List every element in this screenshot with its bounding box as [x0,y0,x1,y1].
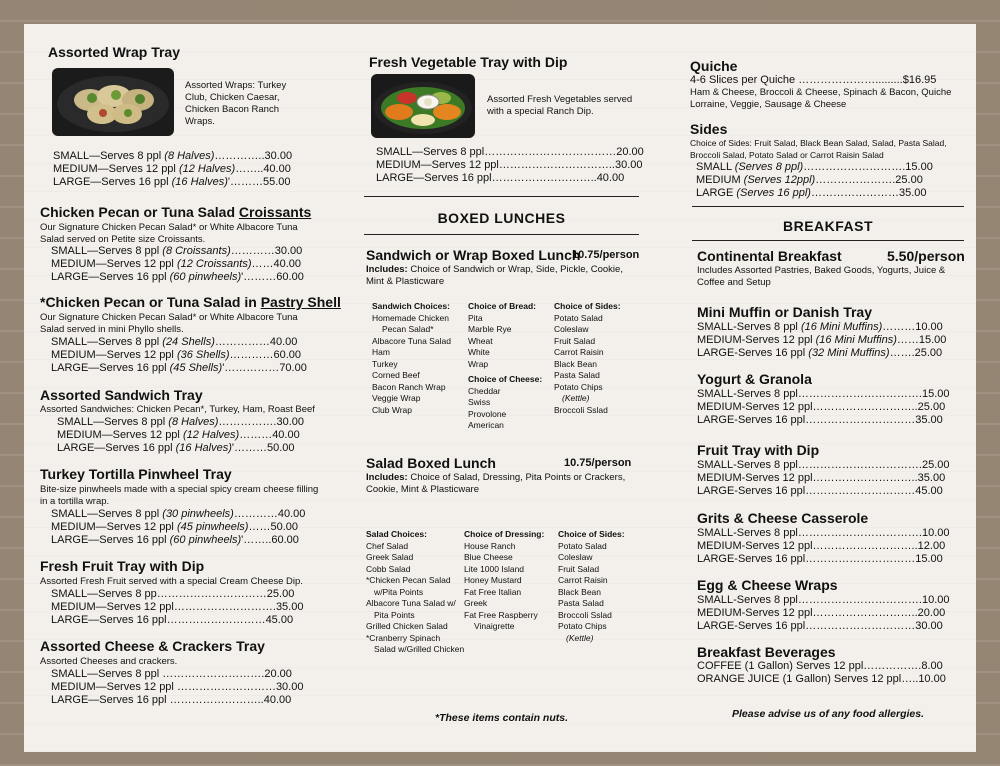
fruit-dip-tray-description: Assorted Fresh Fruit served with a special Cream Cheese Dip. [40,576,303,587]
croissant-title: Chicken Pecan or Tuna Salad Croissants [40,204,312,220]
beverages-prices [697,660,946,686]
egg-wraps-title: Egg & Cheese Wraps [697,577,838,593]
nuts-footnote: *These items contain nuts. [434,712,569,724]
quiche-description: Ham & Cheese, Broccoli & Cheese, Spinach & Bacon, Quiche Lorraine, Veggie, Sausage & Cheese [690,87,952,110]
divider [364,234,639,235]
fruit-tray-prices [697,459,949,498]
price-row: SMALL—Serves 8 ppl (8 Halves)…………..30.00 [53,150,293,162]
price-row: LARGE—Serves 16 ppl………………………45.00 [51,614,294,626]
wrap-tray-title: Assorted Wrap Tray [48,44,181,60]
egg-wraps-prices [697,594,949,633]
pinwheel-tray-title: Turkey Tortilla Pinwheel Tray [40,466,232,482]
price-row: SMALL-Serves 8 ppl…………………………….10.00 [697,594,950,606]
continental-price: 5.50/person [887,248,965,264]
price-row: MEDIUM—Serves 12 ppl (45 pinwheels)……50.00 [51,521,299,533]
salad-sides-list: Choice of Sides: Potato Salad Coleslaw Fruit Salad Carrot Raisin Black Bean Pasta Salad Broccoli Sslad Potato Chips (Kettle) [558,529,625,643]
cheese-tray-description: Assorted Cheeses and crackers. [40,656,178,667]
veg-tray-photo [371,74,475,138]
price-row: MEDIUM—Serves 12 ppl ………………………30.00 [51,681,304,693]
sandwich-tray-prices [57,416,304,455]
price-row: LARGE (Serves 16 ppl)……………………35.00 [696,187,927,199]
fruit-dip-tray-title: Fresh Fruit Tray with Dip [40,558,205,574]
price-row: SMALL—Serves 8 ppl (24 Shells)……………40.00 [51,336,298,348]
fruit-dip-tray-prices [51,588,303,627]
continental-title: Continental Breakfast [697,248,842,264]
divider [692,240,964,241]
sandwich-box-price: 10.75/person [572,249,640,261]
price-row: SMALL-Serves 8 ppl…………………………….25.00 [697,459,950,471]
price-row: SMALL—Serves 8 ppl ……………………….20.00 [51,668,292,680]
price-row: SMALL—Serves 8 pp…………………………25.00 [51,588,295,600]
price-row: MEDIUM (Serves 12ppl)………………….25.00 [696,174,923,186]
price-row: LARGE—Serves 16 ppl (16 Halves)'………50.00 [57,442,295,454]
price-row: LARGE—Serves 16 ppl (60 pinwheels)'……..60.00 [51,534,299,546]
price-row: SMALL—Serves 8 ppl (8 Croissants)…………30.00 [51,245,303,257]
price-row: MEDIUM-Serves 12 ppl………………………..35.00 [697,472,946,484]
sides-prices [696,161,933,200]
price-row: LARGE—Serves 16 ppl………………………..40.00 [376,172,625,184]
pinwheel-tray-prices [51,508,305,547]
veg-tray-title: Fresh Vegetable Tray with Dip [369,54,568,70]
price-row: SMALL—Serves 8 ppl………………………………20.00 [376,146,644,158]
cheese-tray-prices [51,668,303,707]
price-row: SMALL—Serves 8 ppl (8 Halves)…………….30.00 [57,416,304,428]
sides-description: Choice of Sides: Fruit Salad, Black Bean Salad, Salad, Pasta Salad, Broccoli Salad, Potato Salad or Carrot Raisin Salad [690,138,947,160]
croissant-description: Our Signature Chicken Pecan Salad* or White Albacore Tuna Salad served on Petite size Croissants. [40,222,298,245]
pastry-shell-prices [51,336,307,375]
price-row: LARGE-Serves 16 ppl…………………………35.00 [697,414,943,426]
salad-choices-list: Salad Choices: Chef Salad Greek Salad Cobb Salad *Chicken Pecan Salad w/Pita Points Albacore Tuna Salad w/ Pita Points Grilled Chicken Salad *Cranberry Spinach Salad w/Grilled Chicken [366,529,465,654]
sandwich-tray-title: Assorted Sandwich Tray [40,387,203,403]
yogurt-prices [697,388,949,427]
allergy-notice: Please advise us of any food allergies. [732,708,924,720]
wrap-tray-prices [53,150,292,189]
yogurt-title: Yogurt & Granola [697,371,812,387]
price-row: SMALL-Serves 8 ppl (16 Mini Muffins)………10.00 [697,321,943,333]
menu-sheet [24,24,976,752]
dressing-choices-list: Choice of Dressing: House Ranch Blue Cheese Lite 1000 Island Honey Mustard Fat Free Italian Greek Fat Free Raspberry Vinaigrette [464,529,545,631]
salad-box-includes: Includes: Choice of Salad, Dressing, Pita Points or Crackers, Cookie, Mint & Plasticware [366,472,626,495]
price-row: MEDIUM—Serves 12 ppl (12 Croissants)……40.00 [51,258,302,270]
sandwich-box-title: Sandwich or Wrap Boxed Lunch [366,247,581,263]
sandwich-box-includes: Includes: Choice of Sandwich or Wrap, Side, Pickle, Cookie, Mint & Plasticware [366,264,623,287]
bread-choices-list: Choice of Bread: Pita Marble Rye Wheat White Wrap Choice of Cheese: Cheddar Swiss Provolone American [468,301,543,430]
price-row: MEDIUM-Serves 12 ppl………………………..12.00 [697,540,946,552]
salad-box-title: Salad Boxed Lunch [366,455,496,471]
continental-description: Includes Assorted Pastries, Baked Goods, Yogurts, Juice & Coffee and Setup [697,265,946,288]
price-row: SMALL (Serves 8 ppl)……………………….15.00 [696,161,933,173]
divider [364,196,639,197]
price-row: LARGE-Serves 16 ppl…………………………30.00 [697,620,943,632]
beverages-title: Breakfast Beverages [697,644,836,660]
muffin-tray-prices [697,321,946,360]
price-row: MEDIUM-Serves 12 ppl (16 Mini Muffins)……15.00 [697,334,947,346]
price-row: LARGE-Serves 16 ppl…………………………15.00 [697,553,943,565]
price-row: LARGE—Serves 16 ppl ……………………..40.00 [51,694,292,706]
price-row: MEDIUM—Serves 12 ppl (36 Shells)…………60.00 [51,349,302,361]
price-row: LARGE—Serves 16 ppl (16 Halves)'………55.00 [53,176,291,188]
veg-tray-prices [376,146,644,185]
price-row: SMALL—Serves 8 ppl (30 pinwheels)…………40.00 [51,508,306,520]
wrap-tray-photo [52,68,174,136]
price-row: SMALL-Serves 8 ppl…………………………….15.00 [697,388,950,400]
sandwich-choices-list: Sandwich Choices: Homemade Chicken Pecan Salad* Albacore Tuna Salad Ham Turkey Corned Beef Bacon Ranch Wrap Veggie Wrap Club Wrap [372,301,451,415]
croissant-prices [51,245,304,284]
price-row: MEDIUM-Serves 12 ppl………………………..25.00 [697,401,946,413]
boxed-lunches-heading: BOXED LUNCHES [437,210,566,226]
veg-tray-description: Assorted Fresh Vegetables served with a special Ranch Dip. [487,94,633,117]
price-row: LARGE—Serves 16 ppl (45 Shells)'……………70.00 [51,362,307,374]
price-row: MEDIUM-Serves 12 ppl………………………..20.00 [697,607,946,619]
sandwich-tray-description: Assorted Sandwiches: Chicken Pecan*, Turkey, Ham, Roast Beef [40,404,315,415]
wrap-tray-description: Assorted Wraps: Turkey Club, Chicken Caesar, Chicken Bacon Ranch Wraps. [185,80,287,127]
divider [692,206,964,207]
price-row: MEDIUM—Serves 12 ppl……………………….35.00 [51,601,304,613]
pastry-shell-title: *Chicken Pecan or Tuna Salad in Pastry Shell [40,294,341,310]
price-row: MEDIUM—Serves 12 ppl…………………………..30.00 [376,159,643,171]
sandwich-sides-list: Choice of Sides: Potato Salad Coleslaw Fruit Salad Carrot Raisin Black Bean Pasta Salad Potato Chips (Kettle) Broccoli Sslad [554,301,621,415]
grits-title: Grits & Cheese Casserole [697,510,869,526]
breakfast-heading: BREAKFAST [782,218,874,234]
sides-title: Sides [690,121,728,137]
quiche-title: Quiche [690,58,738,74]
cheese-tray-title: Assorted Cheese & Crackers Tray [40,638,265,654]
price-row: MEDIUM—Serves 12 ppl (12 Halves)………40.00 [57,429,300,441]
price-row: LARGE-Serves 16 ppl (32 Mini Muffins)…….25.00 [697,347,943,359]
price-row: LARGE—Serves 16 ppl (60 pinwheels)'………60.00 [51,271,304,283]
price-row: COFFEE (1 Gallon) Serves 12 ppl…………….8.00 [697,660,943,672]
salad-box-price: 10.75/person [564,457,632,469]
quiche-price-line: 4-6 Slices per Quiche ………………….........$16.95 [690,74,937,86]
muffin-tray-title: Mini Muffin or Danish Tray [697,304,873,320]
pastry-shell-description: Our Signature Chicken Pecan Salad* or White Albacore Tuna Salad served in mini Phyllo shells. [40,312,298,335]
price-row: ORANGE JUICE (1 Gallon) Serves 12 ppl…..10.00 [697,673,946,685]
pinwheel-tray-description: Bite-size pinwheels made with a special spicy cream cheese filling in a tortilla wrap. [40,484,319,507]
fruit-tray-title: Fruit Tray with Dip [697,442,820,458]
price-row: SMALL-Serves 8 ppl…………………………….10.00 [697,527,950,539]
grits-prices [697,527,949,566]
price-row: LARGE-Serves 16 ppl…………………………45.00 [697,485,943,497]
price-row: MEDIUM—Serves 12 ppl (12 Halves)……..40.00 [53,163,291,175]
